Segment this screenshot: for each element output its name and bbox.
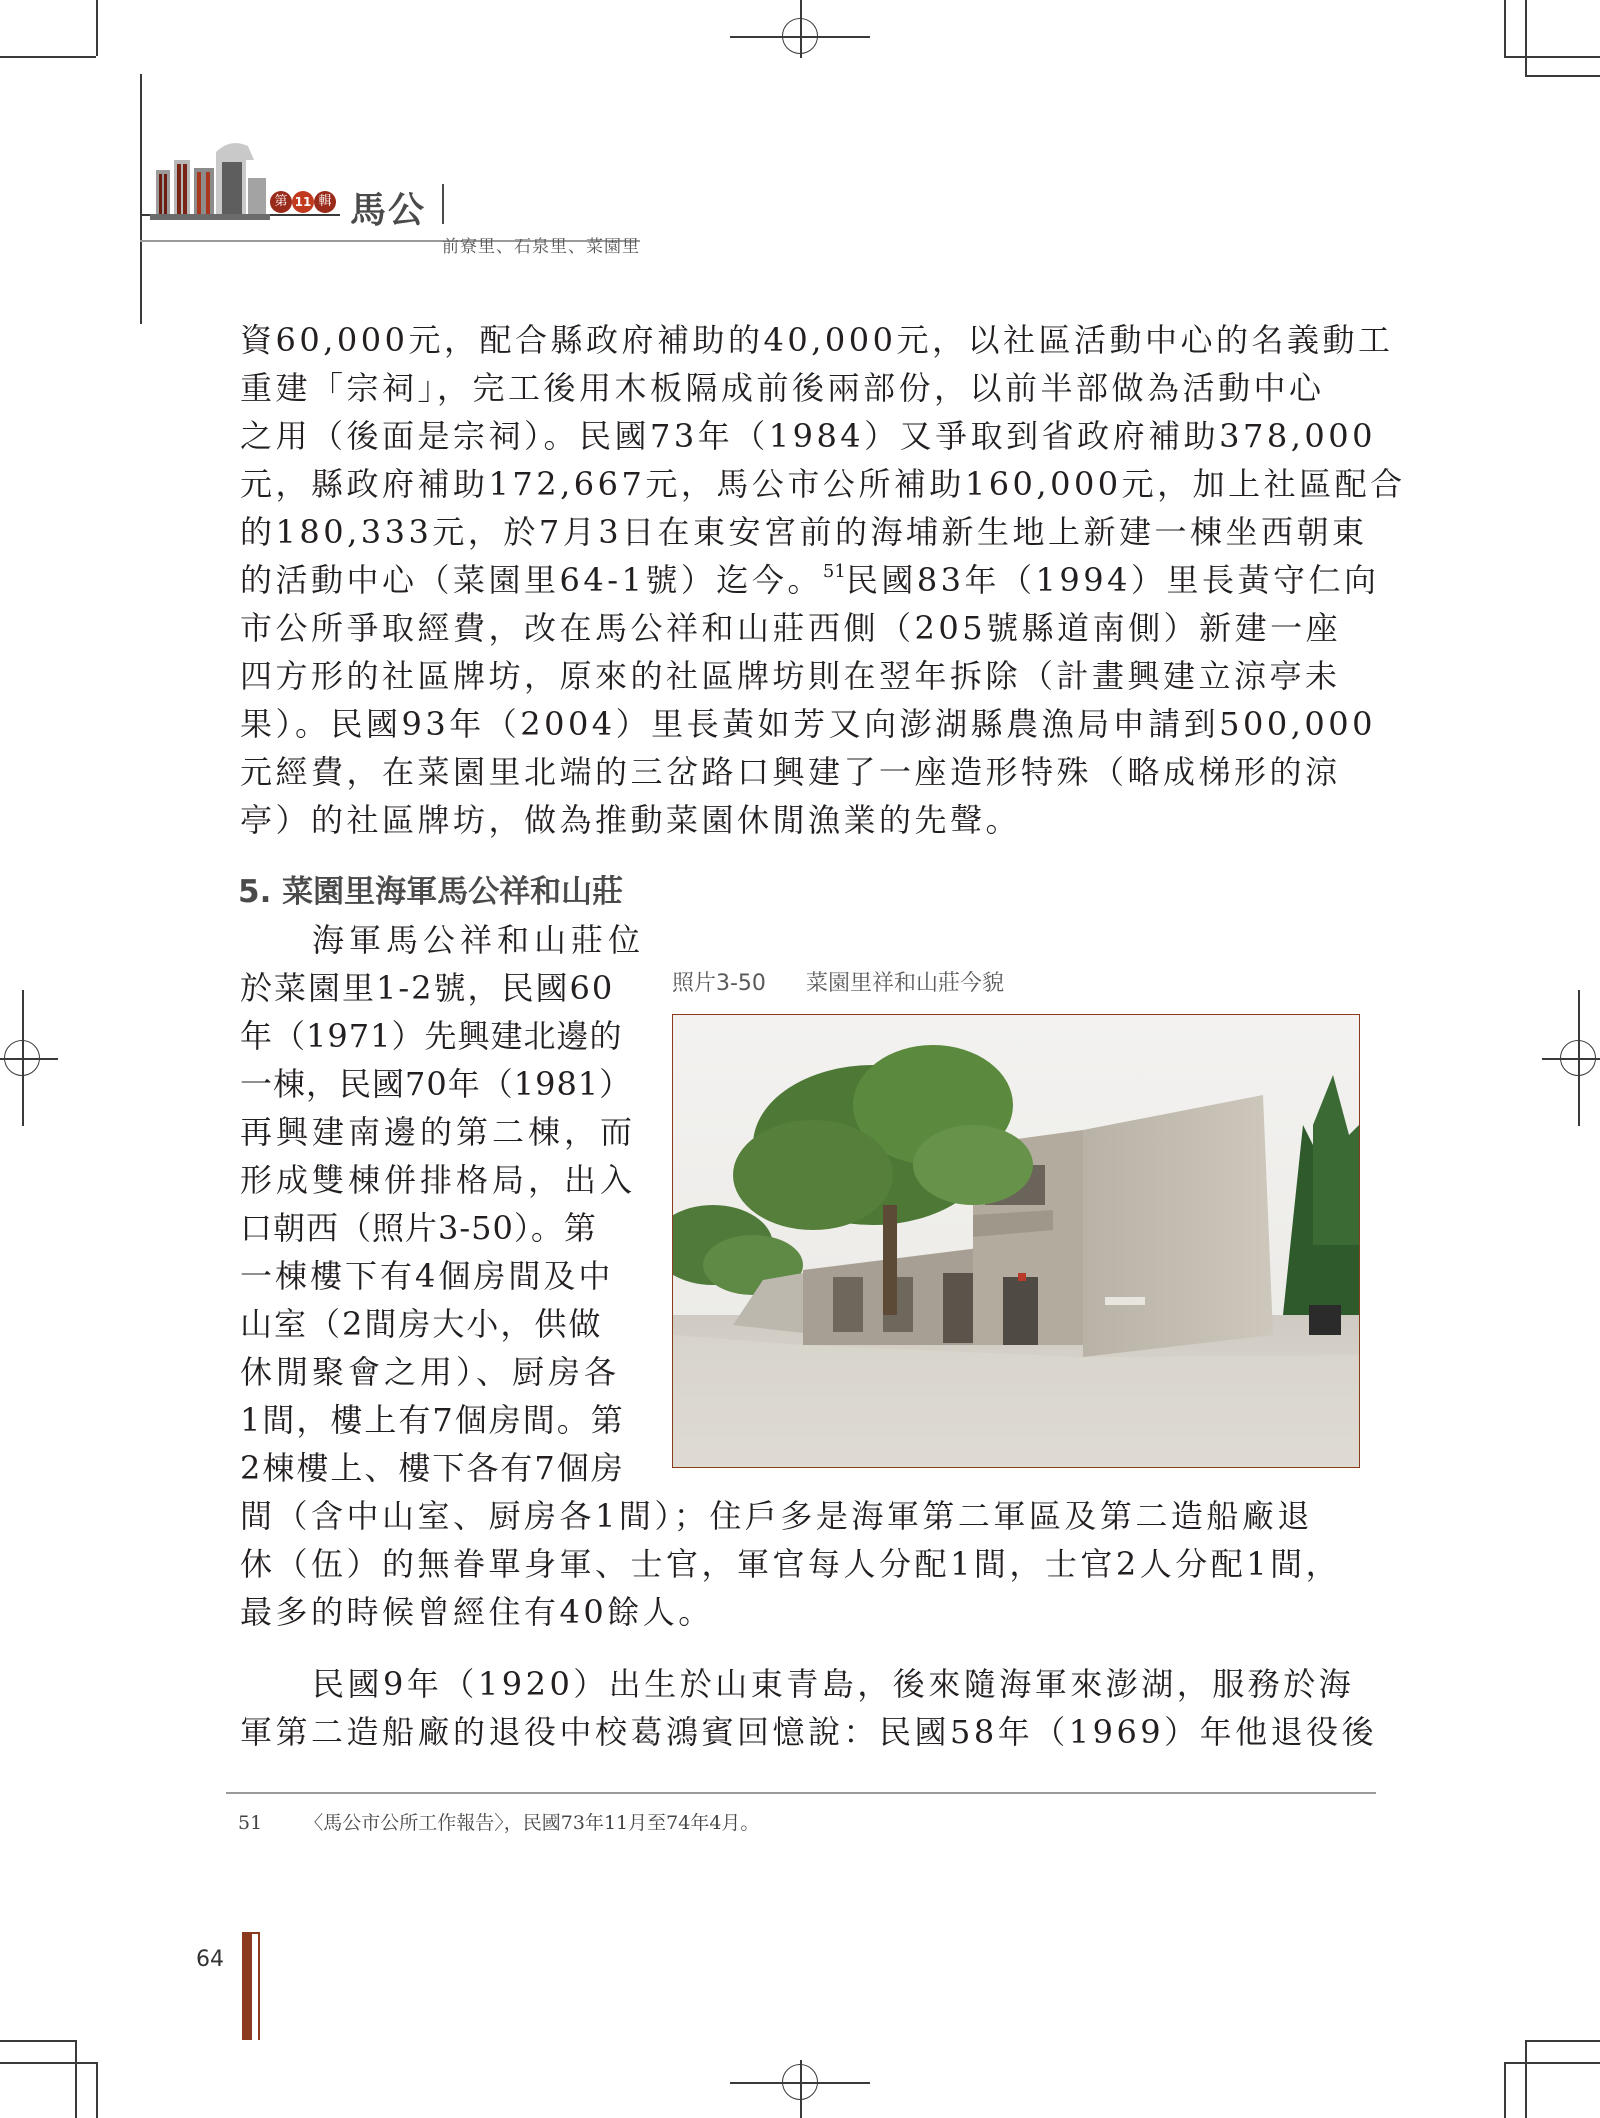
folio-cap: [242, 1932, 260, 1934]
text-line: 一棟，民國70年（1981）: [240, 1065, 633, 1103]
text-line: [240, 556, 1406, 604]
text-line: 間（含中山室、厨房各1間）；住戶多是海軍第二軍區及第二造船廠退: [240, 1497, 1313, 1535]
footnote-rule: [226, 1792, 1376, 1794]
text-line: 元，縣政府補助172,667元，馬公市公所補助160,000元，加上社區配合: [240, 465, 1406, 503]
footnote-reference[interactable]: 51: [822, 561, 846, 582]
text-line: 果）。民國93年（2004）里長黃如芳又向澎湖縣農漁局申請到500,000: [240, 705, 1376, 743]
text-line: 形成雙棟併排格局，出入: [240, 1161, 637, 1199]
footnote: [238, 1808, 759, 1835]
section-heading: 5. 菜園里海軍馬公祥和山莊: [238, 874, 624, 910]
title-divider: [442, 184, 444, 224]
building-photo: [673, 1015, 1359, 1467]
text-line: 2棟樓上、樓下各有7個房: [240, 1449, 625, 1487]
text-line: 於菜園里1-2號，民國60: [240, 969, 615, 1007]
volume-title: 馬公: [350, 189, 427, 231]
text-span: 的活動中心（菜園里64-1號）迄今。: [240, 561, 823, 599]
paragraph-3: [240, 1660, 1377, 1756]
text-line: 再興建南邊的第二棟，而: [240, 1113, 637, 1151]
header-vertical-rule: [140, 74, 142, 324]
text-line: 亭）的社區牌坊，做為推動菜園休閒漁業的先聲。: [240, 801, 1022, 839]
folio-bar: [242, 1932, 252, 2040]
header-building-logo: [150, 138, 270, 224]
text-line: 民國9年（1920）出生於山東青島，後來隨海軍來澎湖，服務於海: [312, 1665, 1355, 1703]
header-subtitle: 前寮里、石泉里、菜園里: [442, 237, 640, 257]
text-line: 重建「宗祠」，完工後用木板隔成前後兩部份，以前半部做為活動中心: [240, 369, 1325, 407]
photo-caption: [672, 966, 1004, 997]
text-line: 市公所爭取經費，改在馬公祥和山莊西側（205號縣道南側）新建一座: [240, 609, 1342, 647]
paragraph-2-full: [240, 1492, 1341, 1636]
footnote-text: 〈馬公市公所工作報告〉，民國73年11月至74年4月。: [304, 1812, 760, 1834]
footnote-number: 51: [238, 1812, 263, 1834]
text-line: 的180,333元，於7月3日在東安宮前的海埔新生地上新建一棟坐西朝東: [240, 513, 1368, 551]
text-line: 四方形的社區牌坊，原來的社區牌坊則在翌年拆除（計畫興建立涼亭未: [240, 657, 1341, 695]
folio-line: [258, 1932, 260, 2040]
photo-caption-id: 照片3-50: [672, 971, 766, 996]
text-line: 1間，樓上有7個房間。第: [240, 1401, 625, 1439]
text-span: 民國83年（1994）里長黃守仁向: [845, 561, 1380, 599]
paragraph-2-side: [240, 916, 650, 1492]
text-line: 休閒聚會之用）、厨房各: [240, 1353, 621, 1391]
text-line: 休（伍）的無眷單身軍、士官，軍官每人分配1間，士官2人分配1間，: [240, 1545, 1342, 1583]
text-line: 年（1971）先興建北邊的: [240, 1017, 623, 1055]
text-line: 之用（後面是宗祠）。民國73年（1984）又爭取到省政府補助378,000: [240, 417, 1376, 455]
chapter-prefix: 第: [270, 191, 292, 213]
paragraph-1: [240, 316, 1406, 844]
page-number: 64: [196, 1947, 224, 1972]
photo-caption-text: 菜園里祥和山莊今貌: [805, 971, 1004, 996]
text-line: 軍第二造船廠的退役中校葛鴻賓回憶說：民國58年（1969）年他退役後: [240, 1713, 1378, 1751]
text-line: 口朝西（照片3-50）。第: [240, 1209, 597, 1247]
chapter-suffix: 輯: [314, 191, 336, 213]
text-line: 一棟樓下有4個房間及中: [240, 1257, 614, 1295]
chapter-number: 11: [292, 191, 314, 213]
text-line: 山室（2間房大小，供做: [240, 1305, 603, 1343]
text-line: 元經費，在菜園里北端的三岔路口興建了一座造形特殊（略成梯形的涼: [240, 753, 1341, 791]
photo-frame: [672, 1014, 1360, 1468]
text-line: 資60,000元，配合縣政府補助的40,000元，以社區活動中心的名義動工: [240, 321, 1394, 359]
text-line: 最多的時候曾經住有40餘人。: [240, 1593, 714, 1631]
text-line: 海軍馬公祥和山莊位: [312, 921, 646, 959]
